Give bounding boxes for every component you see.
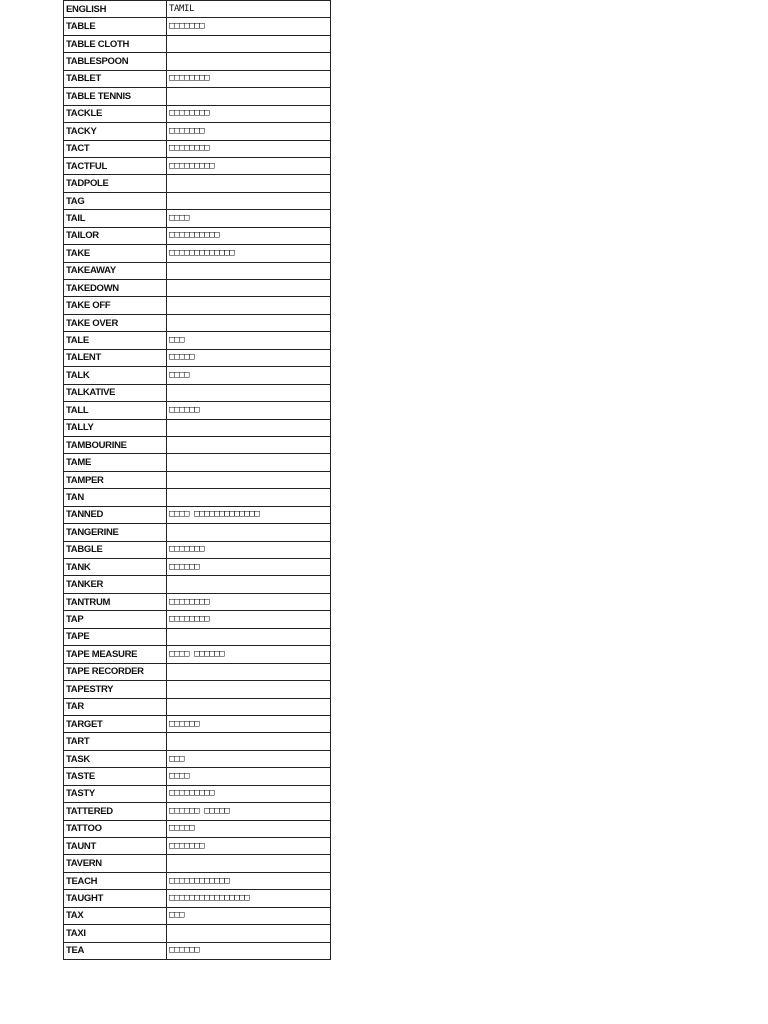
table-row <box>64 454 331 471</box>
table-row <box>64 593 331 610</box>
english-word-cell[interactable]: TANNED <box>64 506 167 523</box>
tamil-word-cell[interactable]: □□□□□□□□□ <box>167 785 331 802</box>
table-row <box>64 925 331 942</box>
tamil-word-cell[interactable] <box>167 53 331 70</box>
english-word-cell[interactable]: TANKER <box>64 576 167 593</box>
table-row <box>64 698 331 715</box>
english-word-cell[interactable]: TAKEAWAY <box>64 262 167 279</box>
english-word-cell[interactable]: TASTE <box>64 768 167 785</box>
table-row <box>64 419 331 436</box>
table-row <box>64 262 331 279</box>
table-row <box>64 524 331 541</box>
english-word-cell[interactable]: TAPE <box>64 628 167 645</box>
english-word-cell[interactable]: TEACH <box>64 872 167 889</box>
english-word-cell[interactable]: TATTOO <box>64 820 167 837</box>
english-word-cell[interactable]: TABLET <box>64 70 167 87</box>
table-row <box>64 855 331 872</box>
english-word-cell[interactable]: TAP <box>64 611 167 628</box>
table-row <box>64 907 331 924</box>
table-row <box>64 105 331 122</box>
table-row <box>64 838 331 855</box>
tamil-word-cell[interactable] <box>167 88 331 105</box>
table-row <box>64 506 331 523</box>
tamil-word-cell[interactable]: □□□□□□□ <box>167 18 331 35</box>
tamil-word-cell[interactable]: □□□□ □□□□□□□□□□□□□ <box>167 506 331 523</box>
tamil-word-cell[interactable]: □□□□□ <box>167 349 331 366</box>
english-word-cell[interactable]: TACKLE <box>64 105 167 122</box>
tamil-word-cell[interactable]: □□□□□□□□□□□□ <box>167 872 331 889</box>
table-row <box>64 646 331 663</box>
english-word-cell[interactable]: TAN <box>64 489 167 506</box>
english-word-cell[interactable]: TAMPER <box>64 471 167 488</box>
english-word-cell[interactable]: TANK <box>64 559 167 576</box>
table-row <box>64 803 331 820</box>
table-row <box>64 367 331 384</box>
english-word-cell[interactable]: TAPE RECORDER <box>64 663 167 680</box>
table-row <box>64 332 331 349</box>
english-word-cell[interactable]: TAME <box>64 454 167 471</box>
tamil-word-cell[interactable]: □□□□□□ <box>167 402 331 419</box>
table-row <box>64 314 331 331</box>
table-row <box>64 681 331 698</box>
table-row <box>64 820 331 837</box>
tamil-word-cell[interactable]: □□□□□□ □□□□□ <box>167 803 331 820</box>
english-word-cell[interactable]: TAUNT <box>64 838 167 855</box>
english-word-cell[interactable]: TAKE OFF <box>64 297 167 314</box>
tamil-word-cell[interactable] <box>167 663 331 680</box>
tamil-word-cell[interactable]: □□□□□□□□□ <box>167 157 331 174</box>
tamil-word-cell[interactable]: □□□□ <box>167 210 331 227</box>
english-word-cell[interactable]: TATTERED <box>64 803 167 820</box>
table-row <box>64 140 331 157</box>
english-word-cell[interactable]: TASK <box>64 750 167 767</box>
table-row <box>64 489 331 506</box>
english-word-cell[interactable]: TALL <box>64 402 167 419</box>
table-row <box>64 157 331 174</box>
table-row <box>64 227 331 244</box>
tamil-word-cell[interactable]: □□□ <box>167 907 331 924</box>
table-row <box>64 890 331 907</box>
tamil-word-cell[interactable]: □□□ <box>167 750 331 767</box>
table-row <box>64 785 331 802</box>
english-word-cell[interactable]: TAR <box>64 698 167 715</box>
tamil-word-cell[interactable] <box>167 175 331 192</box>
tamil-word-cell[interactable]: □□□□□□ <box>167 559 331 576</box>
tamil-word-cell[interactable]: □□□□□□□□ <box>167 593 331 610</box>
table-row <box>64 35 331 52</box>
tamil-word-cell[interactable] <box>167 384 331 401</box>
tamil-word-cell[interactable] <box>167 454 331 471</box>
tamil-word-cell[interactable]: □□□□□□□□ <box>167 105 331 122</box>
tamil-word-cell[interactable] <box>167 192 331 209</box>
english-word-cell[interactable]: TASTY <box>64 785 167 802</box>
tamil-word-cell[interactable] <box>167 733 331 750</box>
header-cell-english[interactable]: ENGLISH <box>64 1 167 18</box>
tamil-word-cell[interactable] <box>167 628 331 645</box>
table-row <box>64 541 331 558</box>
tamil-word-cell[interactable] <box>167 314 331 331</box>
english-word-cell[interactable]: TAKE <box>64 245 167 262</box>
glossary-table-body <box>64 1 331 960</box>
tamil-word-cell[interactable] <box>167 35 331 52</box>
english-tamil-glossary-table <box>63 0 331 960</box>
english-word-cell[interactable]: TAMBOURINE <box>64 436 167 453</box>
english-word-cell[interactable]: TAPE MEASURE <box>64 646 167 663</box>
english-word-cell[interactable]: TABGLE <box>64 541 167 558</box>
table-row <box>64 18 331 35</box>
table-row <box>64 280 331 297</box>
english-word-cell[interactable]: TANTRUM <box>64 593 167 610</box>
english-word-cell[interactable]: TALLY <box>64 419 167 436</box>
tamil-word-cell[interactable]: □□□□ □□□□□□ <box>167 646 331 663</box>
tamil-word-cell[interactable] <box>167 471 331 488</box>
english-word-cell[interactable]: TALK <box>64 367 167 384</box>
table-row <box>64 53 331 70</box>
tamil-word-cell[interactable]: □□□□□ <box>167 820 331 837</box>
english-word-cell[interactable]: TAPESTRY <box>64 681 167 698</box>
english-word-cell[interactable]: TART <box>64 733 167 750</box>
english-word-cell[interactable]: TACKY <box>64 123 167 140</box>
english-word-cell[interactable]: TABLESPOON <box>64 53 167 70</box>
english-word-cell[interactable]: TADPOLE <box>64 175 167 192</box>
table-row <box>64 384 331 401</box>
english-word-cell[interactable]: TAUGHT <box>64 890 167 907</box>
tamil-word-cell[interactable] <box>167 681 331 698</box>
tamil-word-cell[interactable] <box>167 262 331 279</box>
table-row <box>64 750 331 767</box>
table-row <box>64 872 331 889</box>
tamil-word-cell[interactable]: □□□□□□□ <box>167 123 331 140</box>
table-row <box>64 349 331 366</box>
table-row <box>64 436 331 453</box>
tamil-word-cell[interactable]: □□□□□□□□□□ <box>167 227 331 244</box>
tamil-word-cell[interactable]: □□□□□□□□ <box>167 70 331 87</box>
table-row <box>64 245 331 262</box>
english-word-cell[interactable]: TAX <box>64 907 167 924</box>
table-row <box>64 715 331 732</box>
tamil-word-cell[interactable]: □□□□□□ <box>167 715 331 732</box>
table-row <box>64 70 331 87</box>
english-word-cell[interactable]: TALE <box>64 332 167 349</box>
tamil-word-cell[interactable]: □□□□□□□□□□□□□□□□ <box>167 890 331 907</box>
tamil-word-cell[interactable] <box>167 855 331 872</box>
english-word-cell[interactable]: TAXI <box>64 925 167 942</box>
english-word-cell[interactable]: TACTFUL <box>64 157 167 174</box>
tamil-word-cell[interactable]: □□□□□□□□□□□□□ <box>167 245 331 262</box>
table-row <box>64 402 331 419</box>
header-cell-tamil[interactable]: TAMIL <box>167 1 331 18</box>
spreadsheet-area <box>63 0 331 960</box>
tamil-word-cell[interactable]: □□□□ <box>167 768 331 785</box>
english-word-cell[interactable]: TARGET <box>64 715 167 732</box>
english-word-cell[interactable]: TANGERINE <box>64 524 167 541</box>
tamil-word-cell[interactable] <box>167 297 331 314</box>
table-row <box>64 663 331 680</box>
tamil-word-cell[interactable]: □□□□□□□ <box>167 541 331 558</box>
english-word-cell[interactable]: TABLE <box>64 18 167 35</box>
english-word-cell[interactable]: TACT <box>64 140 167 157</box>
tamil-word-cell[interactable]: □□□□ <box>167 367 331 384</box>
tamil-word-cell[interactable] <box>167 576 331 593</box>
english-word-cell[interactable]: TABLE CLOTH <box>64 35 167 52</box>
table-row <box>64 942 331 959</box>
table-header-row <box>64 1 331 18</box>
tamil-word-cell[interactable] <box>167 524 331 541</box>
table-row <box>64 471 331 488</box>
table-row <box>64 576 331 593</box>
tamil-word-cell[interactable]: □□□□□□□□ <box>167 140 331 157</box>
english-word-cell[interactable]: TABLE TENNIS <box>64 88 167 105</box>
table-row <box>64 210 331 227</box>
table-row <box>64 123 331 140</box>
english-word-cell[interactable]: TAILOR <box>64 227 167 244</box>
table-row <box>64 192 331 209</box>
table-row <box>64 297 331 314</box>
tamil-word-cell[interactable] <box>167 419 331 436</box>
tamil-word-cell[interactable]: □□□□□□□□ <box>167 611 331 628</box>
tamil-word-cell[interactable]: □□□□□□□ <box>167 838 331 855</box>
table-row <box>64 733 331 750</box>
tamil-word-cell[interactable]: □□□ <box>167 332 331 349</box>
table-row <box>64 88 331 105</box>
english-word-cell[interactable]: TALKATIVE <box>64 384 167 401</box>
tamil-word-cell[interactable]: □□□□□□ <box>167 942 331 959</box>
english-word-cell[interactable]: TALENT <box>64 349 167 366</box>
english-word-cell[interactable]: TAG <box>64 192 167 209</box>
tamil-word-cell[interactable] <box>167 436 331 453</box>
english-word-cell[interactable]: TAKEDOWN <box>64 280 167 297</box>
english-word-cell[interactable]: TEA <box>64 942 167 959</box>
tamil-word-cell[interactable] <box>167 280 331 297</box>
table-row <box>64 628 331 645</box>
tamil-word-cell[interactable] <box>167 489 331 506</box>
tamil-word-cell[interactable] <box>167 698 331 715</box>
table-row <box>64 175 331 192</box>
english-word-cell[interactable]: TAIL <box>64 210 167 227</box>
english-word-cell[interactable]: TAVERN <box>64 855 167 872</box>
english-word-cell[interactable]: TAKE OVER <box>64 314 167 331</box>
table-row <box>64 768 331 785</box>
tamil-word-cell[interactable] <box>167 925 331 942</box>
table-row <box>64 611 331 628</box>
table-row <box>64 559 331 576</box>
